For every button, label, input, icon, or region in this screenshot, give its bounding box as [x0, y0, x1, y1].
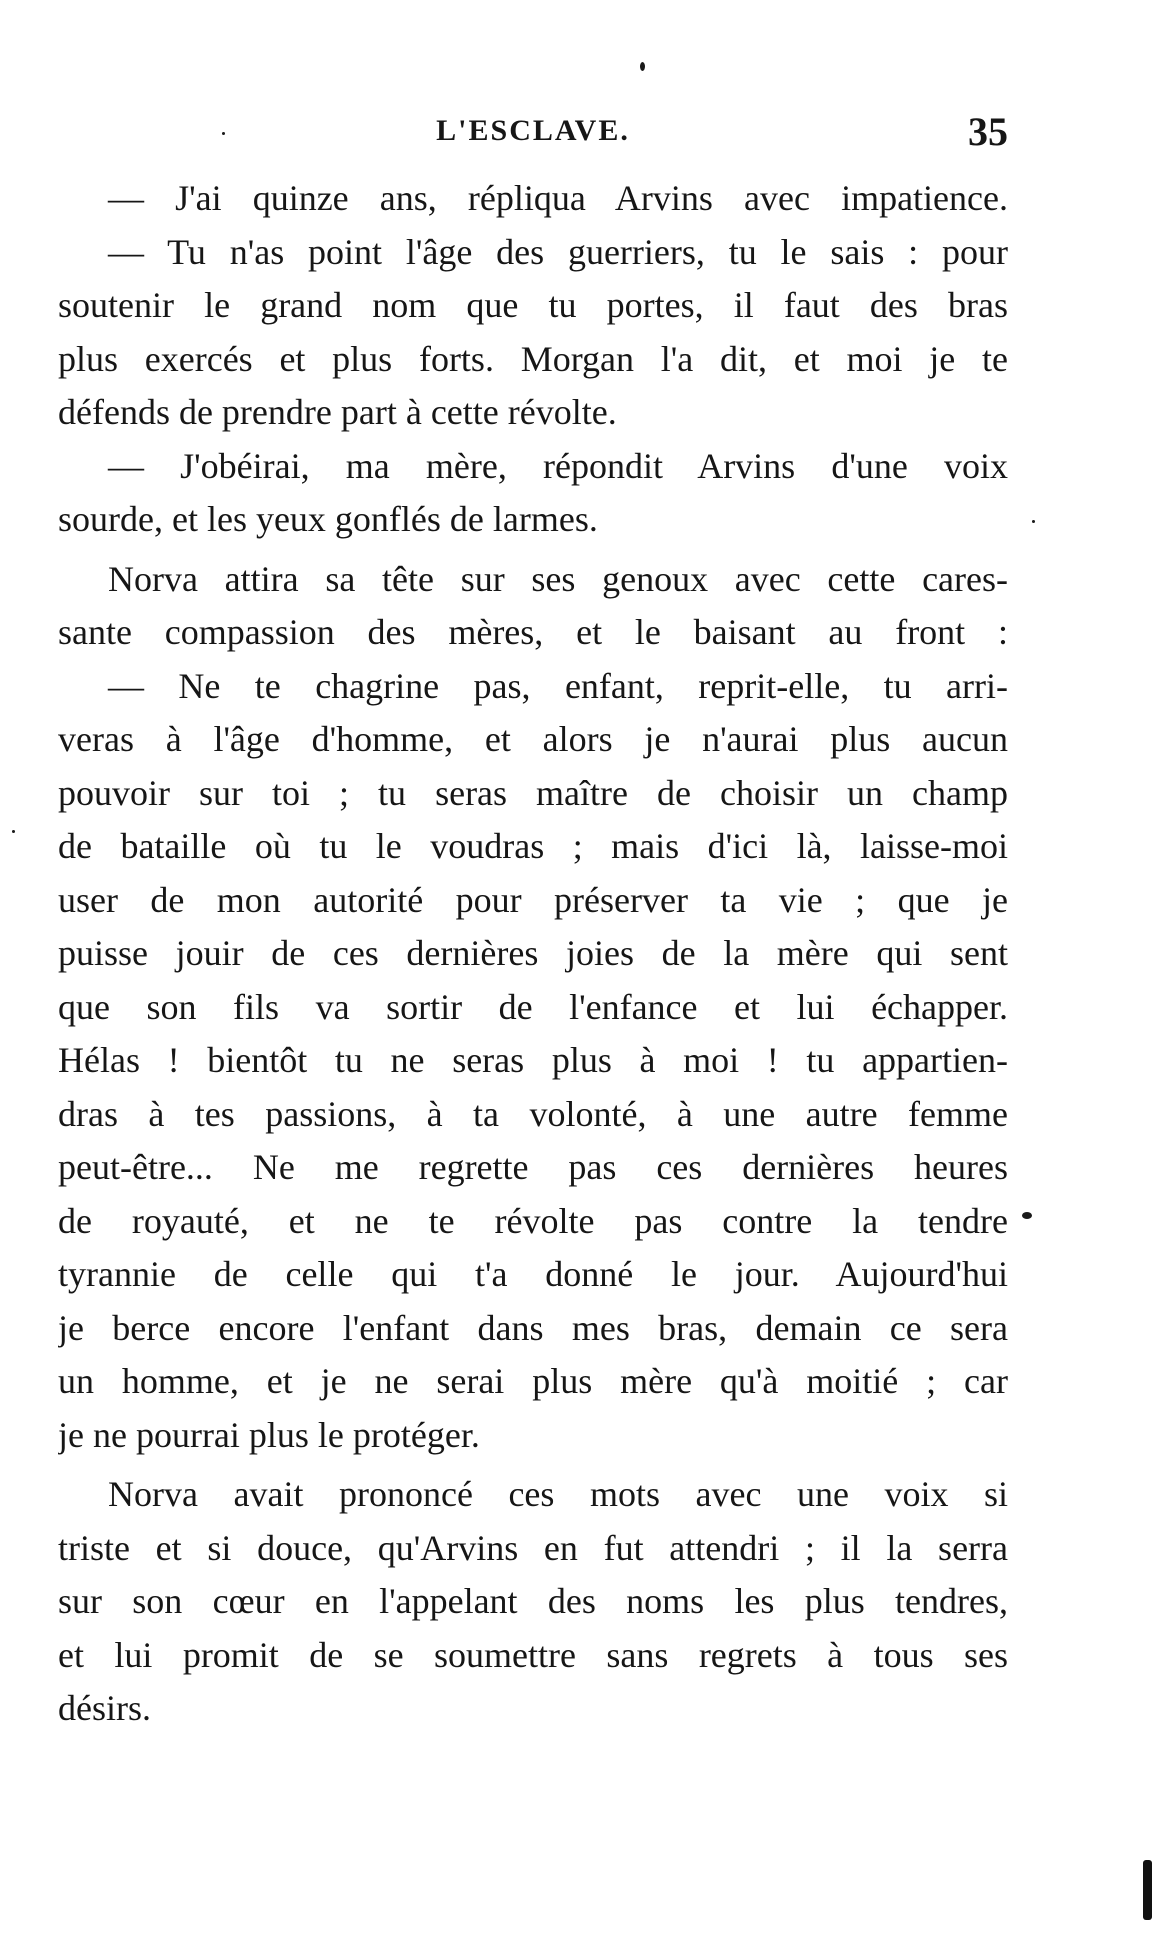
text-line: désirs. — [58, 1688, 151, 1728]
text-line: tyrannie de celle qui t'a donné le jour. Aujourd'hui — [58, 1254, 1008, 1294]
scan-speck — [1022, 1212, 1032, 1219]
text-line: pouvoir sur toi ; tu seras maître de choisir un champ — [58, 772, 1008, 813]
text-line: Norva attira sa tête sur ses genoux avec cette cares- — [108, 558, 1008, 599]
body-text — [58, 172, 1008, 1736]
text-line: — Tu n'as point l'âge des guerriers, tu le sais : pour — [108, 231, 1008, 272]
text-line: Hélas ! bientôt tu ne seras plus à moi ! tu appartien- — [58, 1040, 1008, 1080]
scan-speck — [1032, 520, 1035, 523]
text-line: défends de prendre part à cette révolte. — [58, 392, 617, 432]
text-line: et lui promit de se soumettre sans regrets à tous ses — [58, 1634, 1008, 1675]
text-line: sur son cœur en l'appelant des noms les plus tendres, — [58, 1581, 1008, 1621]
text-line: sourde, et les yeux gonflés de larmes. — [58, 499, 598, 539]
scan-speck — [12, 830, 15, 833]
text-line: — J'ai quinze ans, répliqua Arvins avec impatience. — [108, 178, 1008, 218]
text-line: je berce encore l'enfant dans mes bras, demain ce sera — [58, 1307, 1008, 1348]
text-line: veras à l'âge d'homme, et alors je n'aurai plus aucun — [58, 719, 1008, 759]
scan-speck — [640, 62, 645, 71]
page-header — [58, 108, 1008, 156]
running-title: L'ESCLAVE. — [436, 114, 630, 147]
text-line: dras à tes passions, à ta volonté, à une autre femme — [58, 1093, 1008, 1134]
text-line: — Ne te chagrine pas, enfant, reprit-elle, tu arri- — [108, 665, 1008, 706]
text-line: un homme, et je ne serai plus mère qu'à moitié ; car — [58, 1361, 1008, 1401]
text-line: peut-être... Ne me regrette pas ces dernières heures — [58, 1147, 1008, 1187]
text-line: plus exercés et plus forts. Morgan l'a dit, et moi je te — [58, 338, 1008, 379]
text-line: soutenir le grand nom que tu portes, il faut des bras — [58, 285, 1008, 325]
margin-mark — [1143, 1860, 1152, 1920]
text-line: user de mon autorité pour préserver ta vie ; que je — [58, 879, 1008, 920]
text-line: sante compassion des mères, et le baisant au front : — [58, 612, 1008, 652]
text-line: triste et si douce, qu'Arvins en fut attendri ; il la serra — [58, 1527, 1008, 1568]
text-line: de royauté, et ne te révolte pas contre la tendre — [58, 1200, 1008, 1241]
scan-speck — [222, 132, 225, 135]
page-number: 35 — [968, 109, 1008, 154]
text-line: Norva avait prononcé ces mots avec une voix si — [108, 1474, 1008, 1514]
text-line: puisse jouir de ces dernières joies de la mère qui sent — [58, 933, 1008, 973]
text-line: de bataille où tu le voudras ; mais d'ici là, laisse-moi — [58, 826, 1008, 866]
text-line: que son fils va sortir de l'enfance et lui échapper. — [58, 986, 1008, 1027]
text-line: je ne pourrai plus le protéger. — [58, 1414, 480, 1455]
text-line: — J'obéirai, ma mère, répondit Arvins d'une voix — [108, 445, 1008, 486]
